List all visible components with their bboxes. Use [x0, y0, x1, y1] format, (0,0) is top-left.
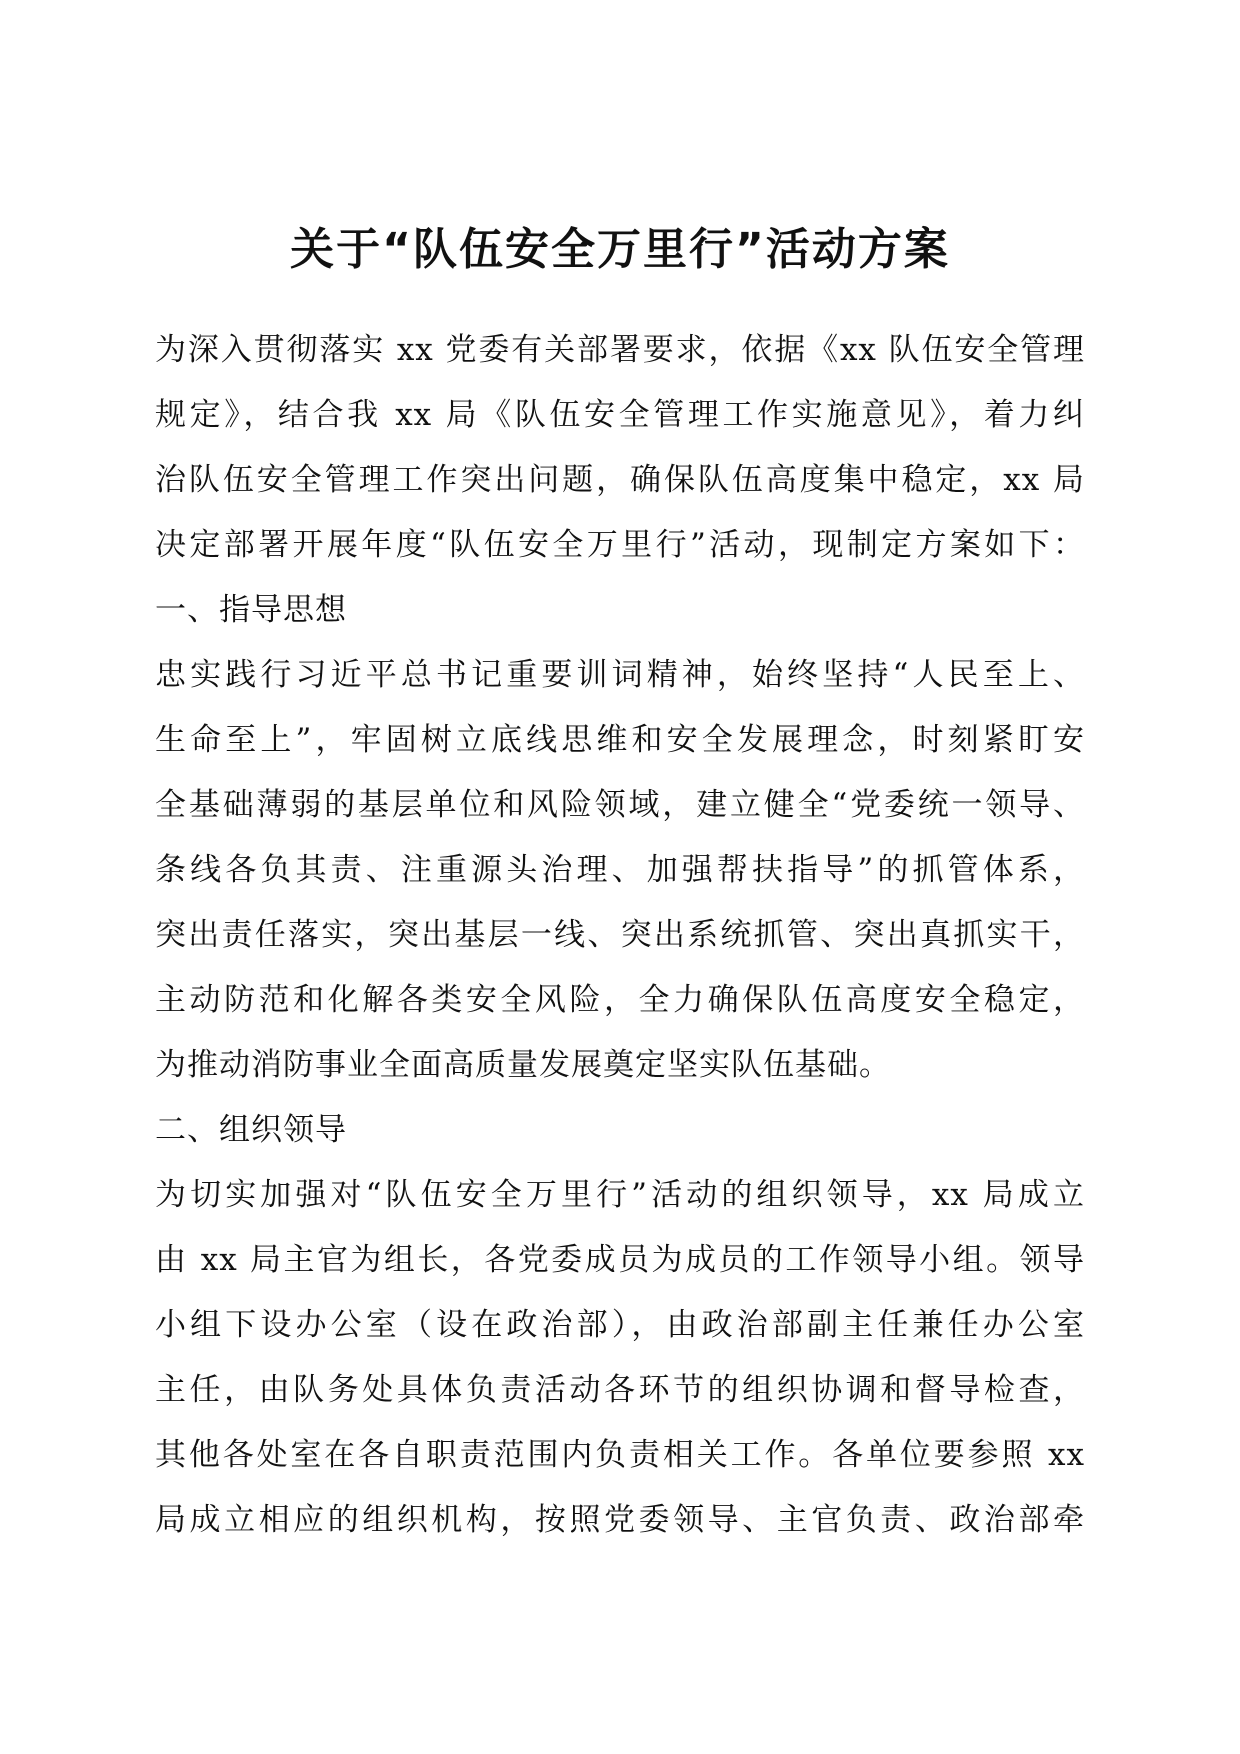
section2-line: 为切实加强对“队伍安全万里行”活动的组织领导，xx 局成立: [155, 1177, 1085, 1213]
intro-line: 决定部署开展年度“队伍安全万里行”活动，现制定方案如下：: [155, 527, 1085, 563]
section2-line: 小组下设办公室（设在政治部），由政治部副主任兼任办公室: [155, 1307, 1085, 1343]
section2-line: 由 xx 局主官为组长，各党委成员为成员的工作领导小组。领导: [155, 1242, 1085, 1278]
section1-line: 条线各负其责、注重源头治理、加强帮扶指导”的抓管体系，: [155, 852, 1085, 888]
section1-line: 突出责任落实，突出基层一线、突出系统抓管、突出真抓实干，: [155, 917, 1085, 953]
section-heading-guiding-ideology: 一、指导思想: [155, 592, 347, 628]
intro-line: 为深入贯彻落实 xx 党委有关部署要求，依据《xx 队伍安全管理: [155, 332, 1085, 368]
intro-line: 治队伍安全管理工作突出问题，确保队伍高度集中稳定，xx 局: [155, 462, 1085, 498]
section1-line: 全基础薄弱的基层单位和风险领域，建立健全“党委统一领导、: [155, 787, 1085, 823]
section1-line: 忠实践行习近平总书记重要训词精神，始终坚持“人民至上、: [155, 657, 1085, 693]
intro-line: 规定》，结合我 xx 局《队伍安全管理工作实施意见》，着力纠: [155, 397, 1085, 433]
section-heading-organization-leadership: 二、组织领导: [155, 1112, 347, 1148]
section1-line: 为推动消防事业全面高质量发展奠定坚实队伍基础。: [155, 1047, 891, 1083]
document-title: 关于“队伍安全万里行”活动方案: [290, 224, 950, 275]
section1-line: 生命至上”，牢固树立底线思维和安全发展理念，时刻紧盯安: [155, 722, 1085, 758]
section2-line: 主任，由队务处具体负责活动各环节的组织协调和督导检查，: [155, 1372, 1085, 1408]
document-body: [155, 318, 1085, 1553]
section2-line: 局成立相应的组织机构，按照党委领导、主官负责、政治部牵: [155, 1502, 1085, 1538]
section2-line: 其他各处室在各自职责范围内负责相关工作。各单位要参照 xx: [155, 1437, 1085, 1473]
section1-line: 主动防范和化解各类安全风险，全力确保队伍高度安全稳定，: [155, 982, 1085, 1018]
